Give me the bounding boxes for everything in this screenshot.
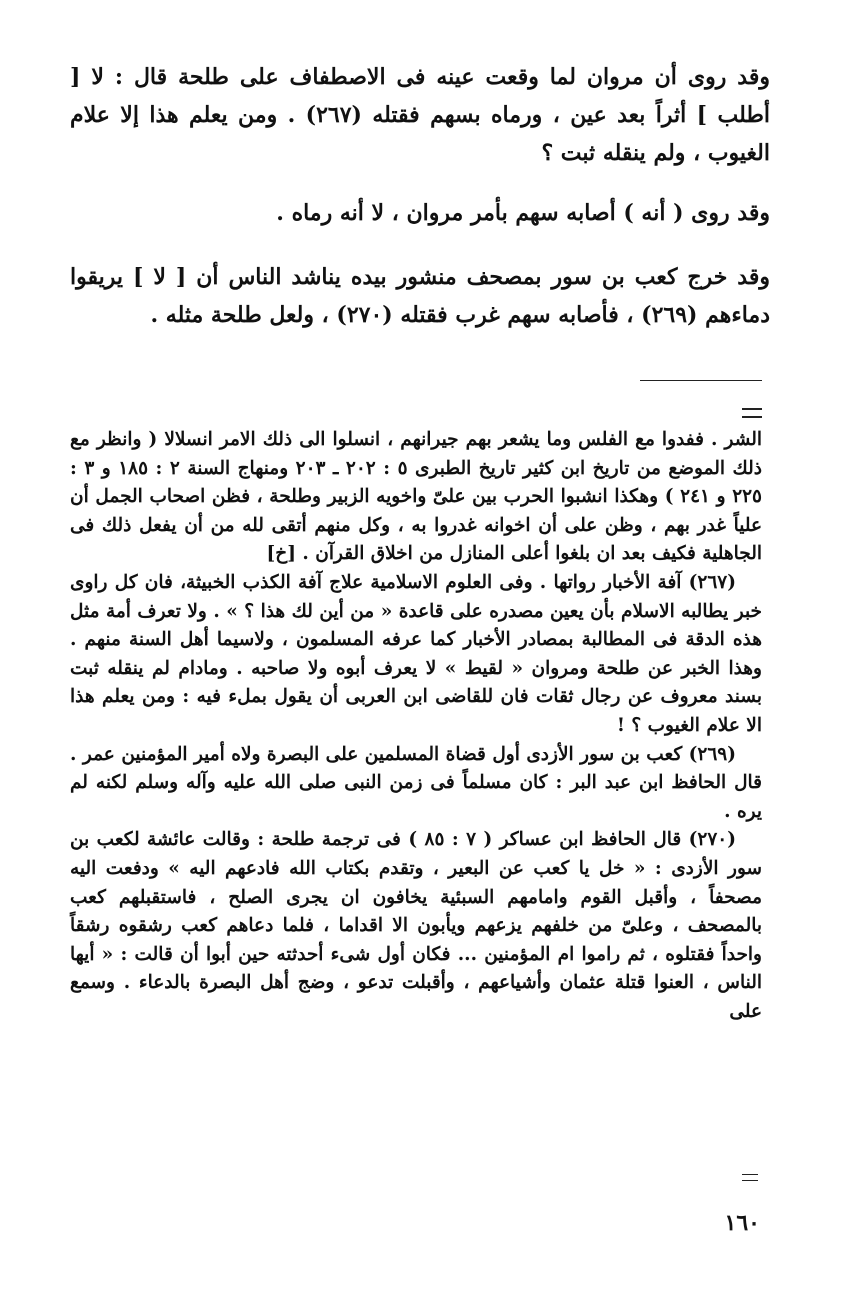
continuation-mark [742, 408, 762, 418]
footnote-separator [640, 380, 762, 381]
main-text [70, 58, 770, 360]
footnote-270: (٢٧٠) قال الحافظ ابن عساكر ( ٧ : ٨٥ ) فى ترجمة طلحة : وقالت عائشة لكعب بن سور الأزدى : « خل يا كعب عن البعير ، وتقدم بكتاب الله فادعهم اليه » ودفعت اليه مصحفاً ، وأقبل القوم وامامهم السبئية يخافون ان يجرى الصلح ، فاستقبلهم كعب بالمصحف ، وعلىّ من خلفهم يزعهم ويأبون الا اقداما ، فلما دعاهم كعب رشقوه رشقاً واحداً فقتلوه ، ثم راموا ام المؤمنين ... فكان أول شىء أحدثته حين أبوا أن قالت : « أيها الناس ، العنوا قتلة عثمان وأشياعهم ، وأقبلت تدعو ، وضج أهل البصرة بالدعاء . وسمع على [70, 829, 762, 1022]
page-number: ١٦٠ [724, 1210, 760, 1236]
footnote-continuation: الشر . ففدوا مع الفلس وما يشعر بهم جيرانهم ، انسلوا الى ذلك الامر انسلالا ( وانظر مع ذلك الموضع من تاريخ ابن كثير تاريخ الطبرى ٥ : ٢٠٢ ـ ٢٠٣ ومنهاج السنة ٢ : ١٨٥ و ٣ : ٢٢٥ و ٢٤١ ) وهكذا انشبوا الحرب بين علىّ واخويه الزبير وطلحة ، فظن اصحاب الجمل أن علياً غدر بهم ، وظن على أن اخوانه غدروا به ، وكل منهم أتقى لله من أن يفعل ذلك فى الجاهلية فكيف بعد ان بلغوا أعلى المنازل من اخلاق القرآن . [خ] [70, 429, 762, 565]
continuation-mark-bottom [742, 1174, 758, 1181]
paragraph-marwan: وقد روى أن مروان لما وقعت عينه فى الاصطفاف على طلحة قال : لا [ أطلب ] أثراً بعد عين ، ورماه بسهم فقتله (٢٦٧) . ومن يعلم هذا إلا علام الغيوب ، ولم ينقله ثبت ؟ [70, 64, 770, 166]
footnote-267: (٢٦٧) آفة الأخبار رواتها . وفى العلوم الاسلامية علاج آفة الكذب الخبيثة، فان كل راوى خبر يطالبه الاسلام بأن يعين مصدره على قاعدة « من أين لك هذا ؟ » . ولا تعرف أمة مثل هذه الدقة فى المطالبة بمصادر الأخبار كما عرفه المسلمون ، ولاسيما أهل السنة منهم . وهذا الخبر عن طلحة ومروان « لقيط » لا يعرف أبوه ولا صاحبه . ومادام لم ينقله ثبت بسند معروف عن رجال ثقات فان للقاضى ابن العربى أن يقول بملء فيه : ومن يعلم هذا الا علام الغيوب ؟ ! [70, 571, 762, 736]
footnotes [70, 426, 762, 1026]
paragraph-kaab: وقد خرج كعب بن سور بمصحف منشور بيده يناشد الناس أن [ لا ] يريقوا دماءهم (٢٦٩) ، فأصابه سهم غرب فقتله (٢٧٠) ، ولعل طلحة مثله . [70, 264, 770, 328]
footnote-269: (٢٦٩) كعب بن سور الأزدى أول قضاة المسلمين على البصرة ولاه أمير المؤمنين عمر . قال الحافظ ابن عبد البر : كان مسلماً فى زمن النبى صلى الله عليه وآله وسلم لكنه لم يره . [70, 743, 762, 822]
paragraph-narration: وقد روى ( أنه ) أصابه سهم بأمر مروان ، لا أنه رماه . [276, 200, 770, 226]
